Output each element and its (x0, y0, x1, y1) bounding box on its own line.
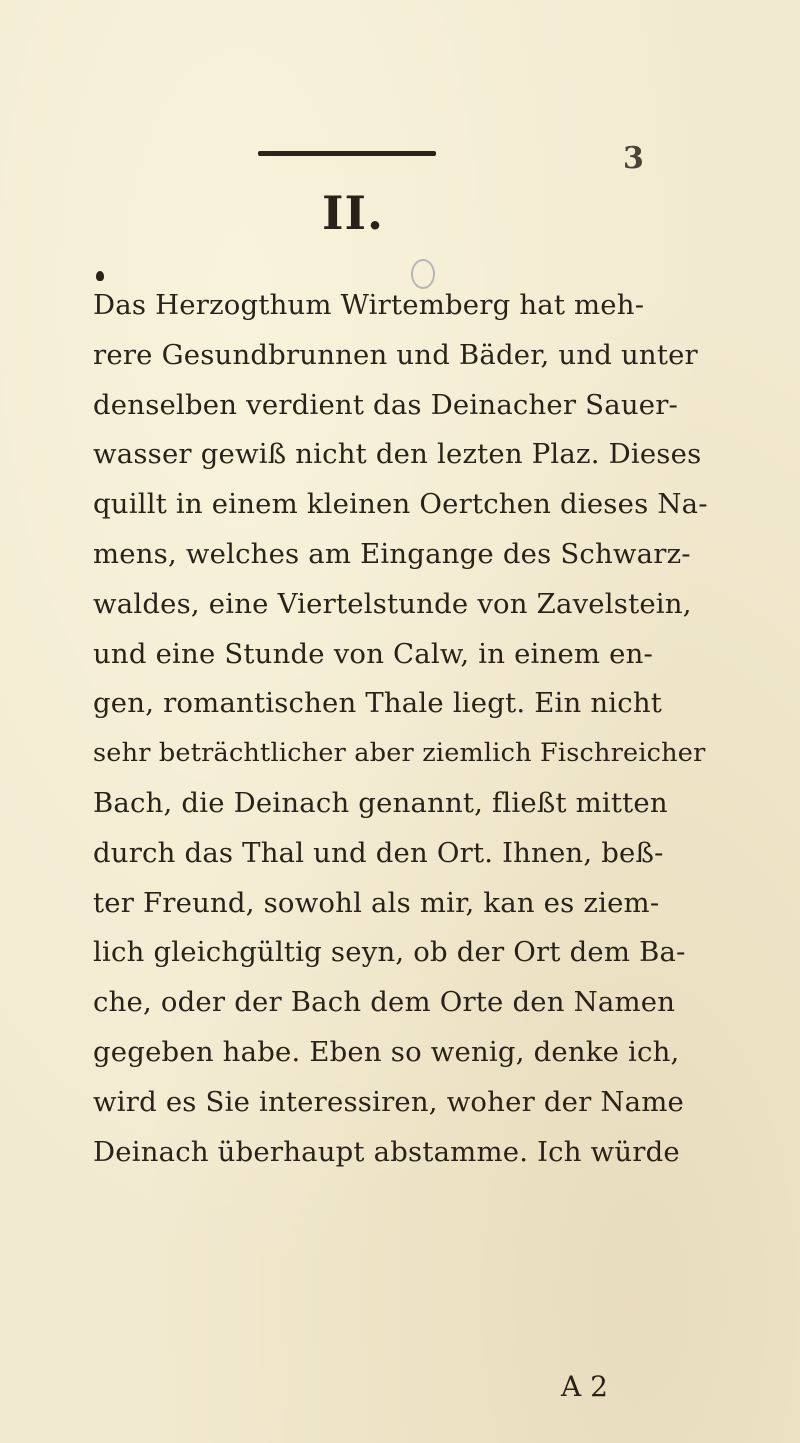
page-number: 3 (623, 141, 644, 176)
ornament-mark (96, 271, 104, 281)
text-line: durch das Thal und den Ort. Ihnen, beß- (93, 836, 664, 869)
body-text (93, 281, 713, 1177)
text-line: mens, welches am Eingange des Schwarz- (93, 537, 691, 570)
text-line: gen, romantischen Thale liegt. Ein nicht (93, 687, 663, 720)
chapter-heading: II. (322, 186, 385, 240)
text-line: waldes, eine Viertelstunde von Zavelstein, (93, 587, 692, 620)
text-line: Deinach überhaupt abstamme. Ich würde (93, 1135, 680, 1168)
text-line: denselben verdient das Deinacher Sauer- (93, 388, 679, 421)
text-line: sehr beträchtlicher aber ziemlich Fischreicher (93, 738, 706, 769)
text-line: quillt in einem kleinen Oertchen dieses Na- (93, 488, 708, 521)
text-line: lich gleichgültig seyn, ob der Ort dem Ba- (93, 936, 686, 969)
header-rule (258, 151, 436, 156)
text-line: Bach, die Deinach genannt, fließt mitten (93, 786, 668, 819)
text-line: wasser gewiß nicht den lezten Plaz. Dieses (93, 438, 702, 471)
text-line: Das Herzogthum Wirtemberg hat meh- (93, 289, 645, 321)
text-line: wird es Sie interessiren, woher der Name (93, 1085, 685, 1118)
text-line: gegeben habe. Eben so wenig, denke ich, (93, 1035, 680, 1068)
text-line: und eine Stunde von Calw, in einem en- (93, 637, 654, 670)
signature-mark: A 2 (561, 1370, 608, 1403)
text-line: ter Freund, sowohl als mir, kan es ziem- (93, 886, 660, 919)
text-line: che, oder der Bach dem Orte den Namen (93, 986, 676, 1019)
text-line: rere Gesundbrunnen und Bäder, und unter (93, 338, 698, 371)
